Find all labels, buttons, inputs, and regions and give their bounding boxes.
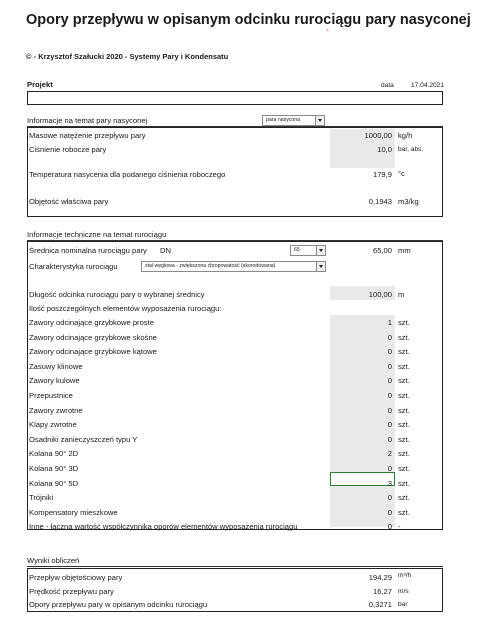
project-name-input[interactable] <box>27 91 443 105</box>
element-label: Zawory zwrotne <box>29 406 83 415</box>
length-unit: m <box>398 290 405 299</box>
element-label: Kolana 90° 2D <box>29 449 79 458</box>
element-label: Zawory odcinające grzybkowe kątowe <box>29 347 157 356</box>
pressure-label: Ciśnienie robocze pary <box>29 145 107 154</box>
element-unit: szt. <box>398 391 410 400</box>
pressure-drop-value: 0,3271 <box>368 600 392 609</box>
element-label: Klapy zwrotne <box>29 420 77 429</box>
copyright-text: © - Krzysztof Szałucki 2020 - Systemy Pary i Kondensatu <box>26 52 229 61</box>
element-unit: szt. <box>398 333 410 342</box>
element-count[interactable]: 0 <box>387 508 392 517</box>
element-unit: szt. <box>398 376 410 385</box>
specific-volume-unit: m3/kg <box>398 197 419 206</box>
date-value: 17.04.2021 <box>411 82 445 89</box>
element-label: Osadniki zanieczyszczeń typu Y <box>29 435 138 444</box>
volumetric-flow-unit: m³/h <box>398 572 412 579</box>
element-label: Trójniki <box>29 493 54 502</box>
element-count[interactable]: 0 <box>387 420 392 429</box>
element-unit: - <box>398 522 401 531</box>
element-count[interactable]: 3 <box>387 479 392 488</box>
steam-info-heading: Informacje na temat pary nasyconej <box>27 116 148 125</box>
characteristic-select[interactable] <box>141 261 326 272</box>
specific-volume-value: 0,1943 <box>368 197 392 206</box>
velocity-value: 16,27 <box>372 587 392 596</box>
pressure-unit: bar, abs. <box>398 146 424 153</box>
diameter-label: Średnica nominalna rurociągu pary <box>29 246 147 255</box>
volumetric-flow-label: Przepływ objętościowy pary <box>29 573 123 582</box>
element-count[interactable]: 0 <box>387 435 392 444</box>
element-count[interactable]: 0 <box>387 522 392 531</box>
pipe-info-heading: Informacje techniczne na temat rurociągu <box>27 230 167 239</box>
element-unit: szt. <box>398 406 410 415</box>
element-count[interactable]: 0 <box>387 406 392 415</box>
element-unit: szt. <box>398 479 410 488</box>
element-unit: szt. <box>398 347 410 356</box>
saturation-temp-label: Temperatura nasycenia dla podanego ciśnienia roboczego <box>29 170 226 179</box>
element-label: Przepustnice <box>29 391 73 400</box>
characteristic-select-value: stal węglowa - zwiększona chropowatość (skorodowana) <box>145 263 276 269</box>
pressure-drop-unit: bar <box>398 601 408 608</box>
mass-flow-unit: kg/h <box>398 131 413 140</box>
steam-type-value: para nasycona <box>266 117 301 123</box>
element-label: Inne - łączna wartość współczynnika oporów elementów wyposażenia rurociągu <box>29 522 298 531</box>
pressure-value[interactable]: 10,0 <box>377 145 392 154</box>
element-count[interactable]: 0 <box>387 391 392 400</box>
diameter-select[interactable] <box>290 245 326 256</box>
red-mark: ` <box>326 29 330 40</box>
diameter-value: 65,00 <box>372 246 392 255</box>
characteristic-label: Charakterystyka rurociągu <box>29 262 118 271</box>
element-unit: szt. <box>398 435 410 444</box>
element-count[interactable]: 0 <box>387 464 392 473</box>
element-label: Kolana 90° 5D <box>29 479 79 488</box>
diameter-select-value: 65 <box>294 247 300 253</box>
element-count[interactable]: 0 <box>387 347 392 356</box>
volumetric-flow-value: 194,29 <box>368 573 392 582</box>
diameter-unit: mm <box>398 246 411 255</box>
element-count[interactable]: 1 <box>387 318 392 327</box>
element-unit: szt. <box>398 362 410 371</box>
velocity-label: Prędkość przepływu pary <box>29 587 114 596</box>
element-label: Zawory odcinające grzybkowe proste <box>29 318 154 327</box>
element-unit: szt. <box>398 493 410 502</box>
length-label: Długość odcinka rurociągu pary o wybranej średnicy <box>29 290 205 299</box>
date-label: data <box>381 82 394 89</box>
element-count[interactable]: 0 <box>387 362 392 371</box>
chevron-down-icon[interactable] <box>316 245 326 256</box>
element-label: Zasuwy klinowe <box>29 362 83 371</box>
project-label: Projekt <box>27 80 53 89</box>
element-count[interactable]: 0 <box>387 333 392 342</box>
element-label: Zawory odcinające grzybkowe skośne <box>29 333 157 342</box>
element-count[interactable]: 2 <box>387 449 392 458</box>
mass-flow-label: Masowe natężenie przepływu pary <box>29 131 146 140</box>
page-title: Opory przepływu w opisanym odcinku rurociągu pary nasyconej <box>26 12 471 28</box>
element-label: Kompensatory mieszkowe <box>29 508 118 517</box>
length-value[interactable]: 100,00 <box>368 290 392 299</box>
element-unit: szt. <box>398 508 410 517</box>
results-heading: Wyniki obliczeń <box>27 556 80 565</box>
element-unit: szt. <box>398 420 410 429</box>
specific-volume-label: Objętość właściwa pary <box>29 197 109 206</box>
element-label: Zawory kulowe <box>29 376 80 385</box>
pressure-drop-label: Opory przepływu pary w opisanym odcinku rurociągu <box>29 600 208 609</box>
element-count[interactable]: 0 <box>387 493 392 502</box>
velocity-unit: m/s <box>398 588 409 595</box>
diameter-abbr: DN <box>160 246 171 255</box>
saturation-temp-unit: °c <box>398 169 405 178</box>
results-divider <box>27 566 443 567</box>
saturation-temp-value: 179,9 <box>372 170 392 179</box>
element-unit: szt. <box>398 449 410 458</box>
elements-heading: Ilość poszczególnych elementów wyposażenia rurociągu: <box>29 304 222 313</box>
element-unit: szt. <box>398 318 410 327</box>
chevron-down-icon[interactable] <box>316 261 326 272</box>
element-unit: szt. <box>398 464 410 473</box>
element-label: Kolana 90° 3D <box>29 464 79 473</box>
steam-type-select[interactable] <box>262 115 325 126</box>
chevron-down-icon[interactable] <box>315 115 325 126</box>
element-count[interactable]: 0 <box>387 376 392 385</box>
mass-flow-value[interactable]: 1000,00 <box>364 131 392 140</box>
